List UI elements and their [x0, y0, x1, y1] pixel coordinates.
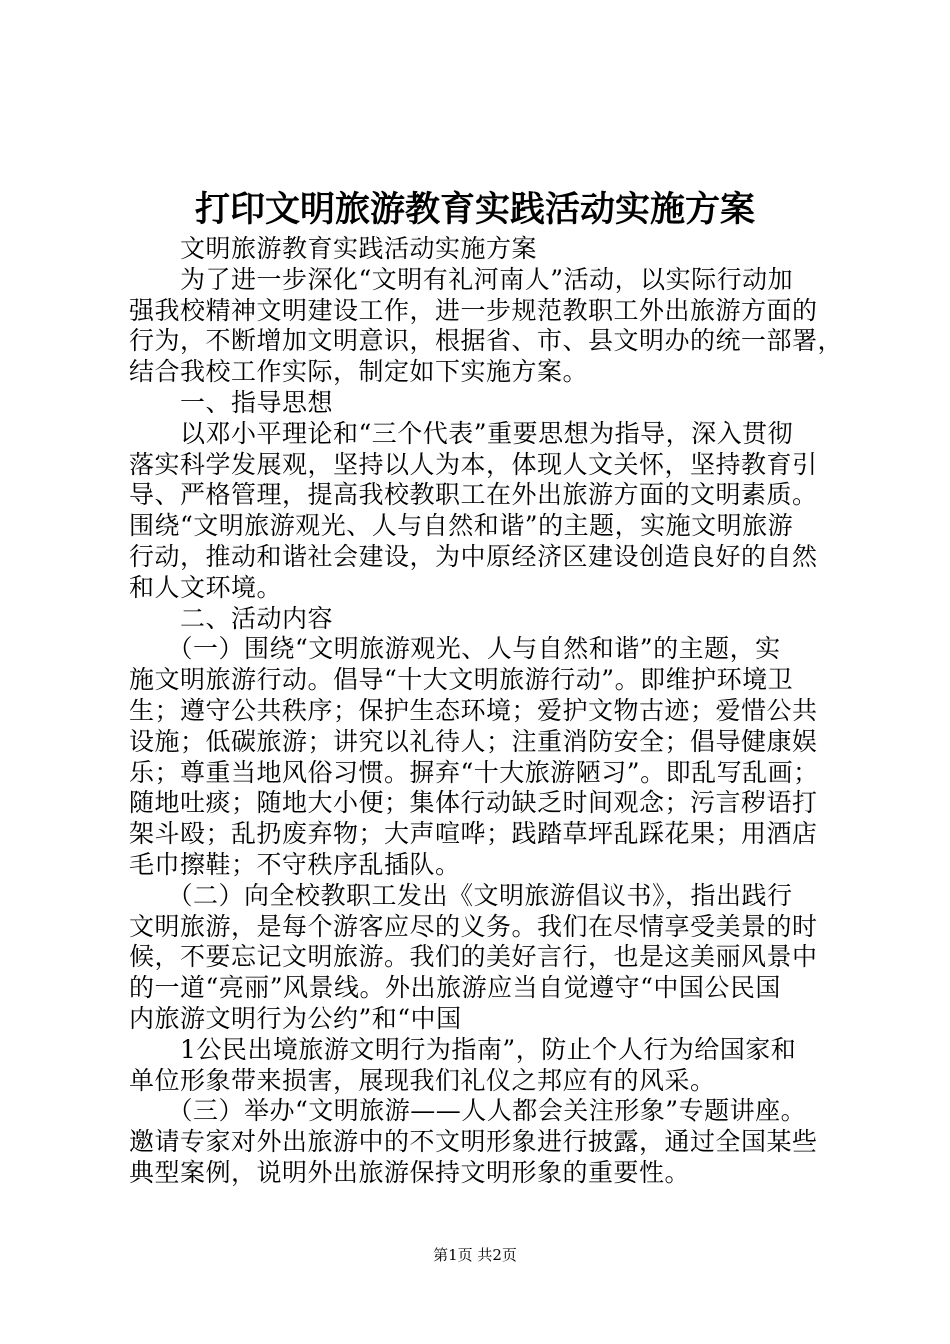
text-line: 导、严格管理，提高我校教职工在外出旅游方面的文明素质。 — [129, 480, 818, 510]
text-line: 行为，不断增加文明意识，根据省、市、县文明办的统一部署， — [129, 326, 844, 356]
text-line: 生；遵守公共秩序；保护生态环境；爱护文物古迹；爱惜公共 — [129, 695, 818, 725]
text-line: 乐；尊重当地风俗习惯。摒弃“十大旅游陋习”。即乱写乱画； — [129, 757, 819, 787]
text-line: 内旅游文明行为公约”和“中国 — [129, 1003, 462, 1033]
text-line: 1公民出境旅游文明行为指南”，防止个人行为给国家和 — [129, 1034, 797, 1064]
text-line: 以邓小平理论和“三个代表”重要思想为指导，深入贯彻 — [129, 418, 794, 448]
document-body — [129, 234, 844, 1189]
page-footer: 第1页 共2页 — [433, 1246, 517, 1264]
text-line: 邀请专家对外出旅游中的不文明形象进行披露，通过全国某些 — [129, 1127, 818, 1157]
text-line: （一）围绕“文明旅游观光、人与自然和谐”的主题，实 — [129, 634, 781, 664]
text-line: 结合我校工作实际，制定如下实施方案。 — [129, 357, 589, 387]
text-line: （二）向全校教职工发出《文明旅游倡议书》，指出践行 — [129, 880, 793, 910]
text-line: 围绕“文明旅游观光、人与自然和谐”的主题，实施文明旅游 — [129, 511, 794, 541]
section-heading: 二、活动内容 — [129, 603, 334, 633]
text-line: 的一道“亮丽”风景线。外出旅游应当自觉遵守“中国公民国 — [129, 973, 781, 1003]
text-line: 为了进一步深化“文明有礼河南人”活动，以实际行动加 — [129, 264, 794, 294]
text-line: 行动，推动和谐社会建设，为中原经济区建设创造良好的自然 — [129, 541, 818, 571]
text-line: 典型案例，说明外出旅游保持文明形象的重要性。 — [129, 1157, 691, 1187]
document-title: 打印文明旅游教育实践活动实施方案 — [194, 189, 755, 230]
text-line: 文明旅游教育实践活动实施方案 — [129, 234, 538, 263]
text-line: 文明旅游，是每个游客应尽的义务。我们在尽情享受美景的时 — [129, 911, 818, 941]
text-line: 落实科学发展观，坚持以人为本，体现人文关怀，坚持教育引 — [129, 449, 818, 479]
text-line: 架斗殴；乱扔废弃物；大声喧哗；践踏草坪乱踩花果；用酒店 — [129, 819, 818, 849]
text-line: 随地吐痰；随地大小便；集体行动缺乏时间观念；污言秽语打 — [129, 788, 818, 818]
text-line: 单位形象带来损害，展现我们礼仪之邦应有的风采。 — [129, 1065, 716, 1095]
text-line: 强我校精神文明建设工作，进一步规范教职工外出旅游方面的 — [129, 295, 818, 325]
text-line: 候，不要忘记文明旅游。我们的美好言行，也是这美丽风景中 — [129, 942, 818, 972]
text-line: 和人文环境。 — [129, 572, 283, 602]
text-line: 毛巾擦鞋；不守秩序乱插队。 — [129, 849, 461, 879]
text-line: 设施；低碳旅游；讲究以礼待人；注重消防安全；倡导健康娱 — [129, 726, 818, 756]
text-line: （三）举办“文明旅游——人人都会关注形象”专题讲座。 — [129, 1096, 807, 1126]
text-line: 施文明旅游行动。倡导“十大文明旅游行动”。即维护环境卫 — [129, 665, 794, 695]
section-heading: 一、指导思想 — [129, 387, 334, 417]
